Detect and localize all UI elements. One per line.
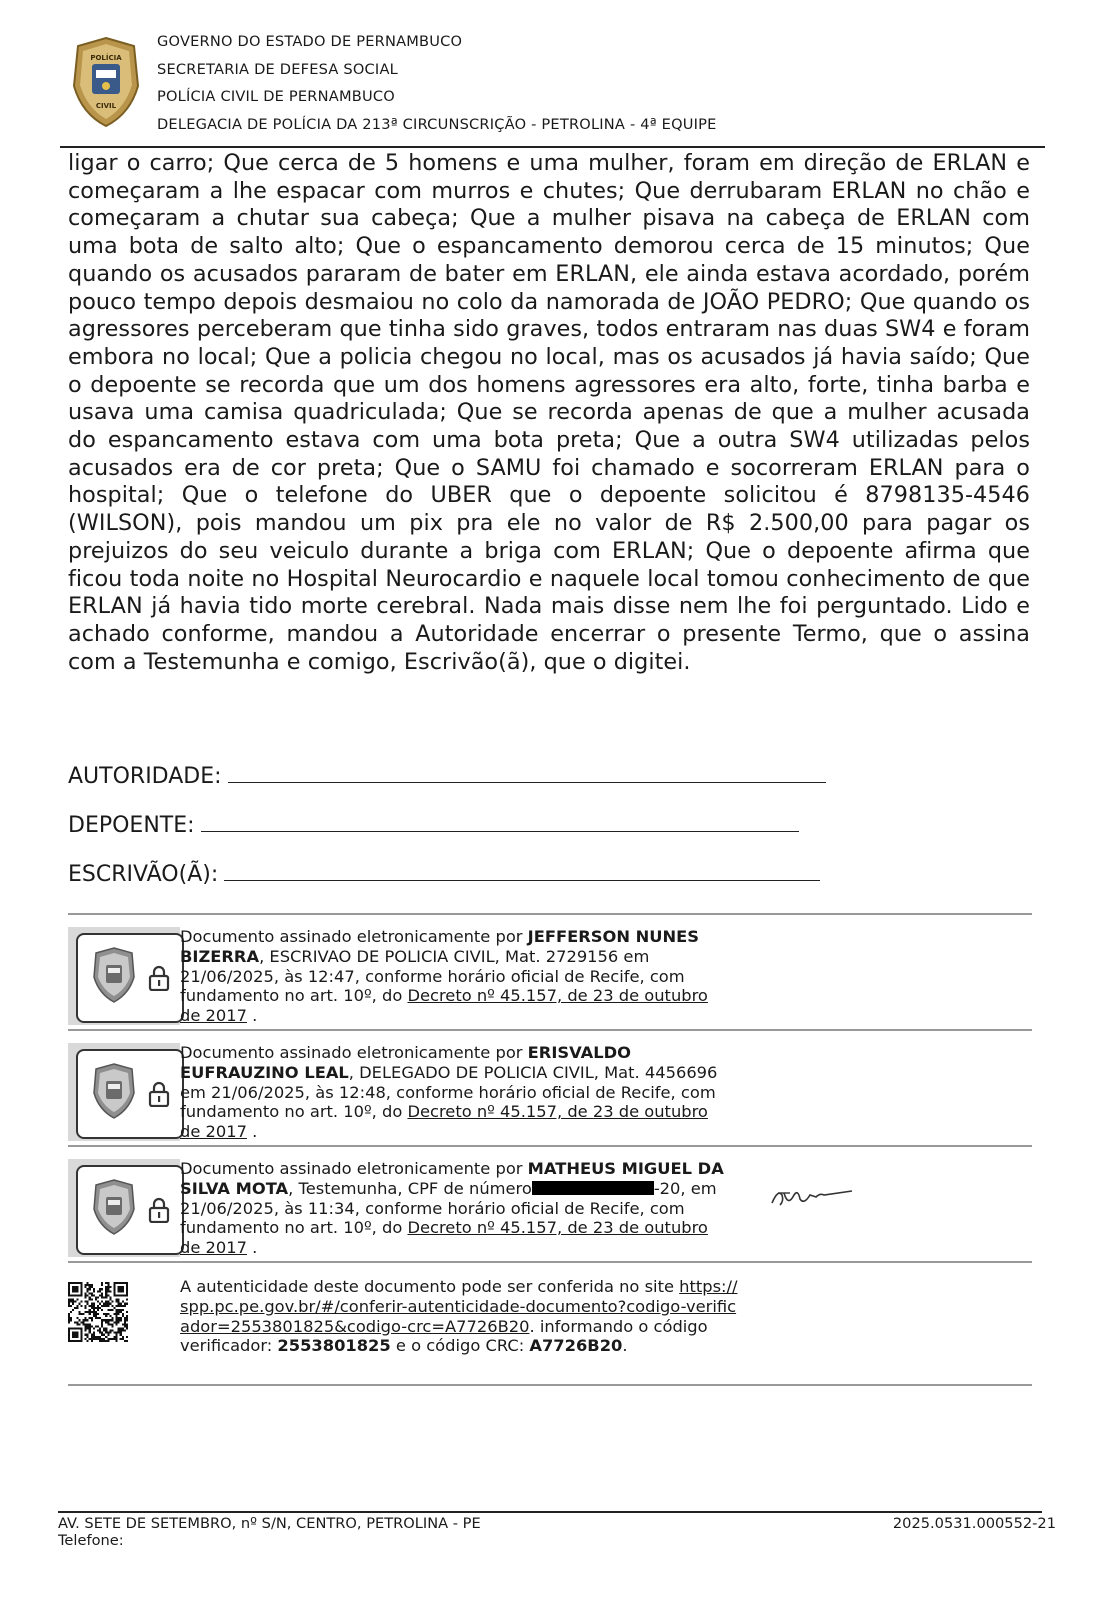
electronic-signature-stamp	[68, 927, 180, 1025]
esignature-text-1: Documento assinado eletronicamente por JEFFERSON NUNES BIZERRA, ESCRIVAO DE POLICIA CIVIL, Mat. 2729156 em 21/06/2025, às 12:47, conforme horário oficial de Recife, com fundamento no art. 10º, do Decreto nº 45.157, de 23 de outubro de 2017 .	[180, 927, 708, 1026]
decree-link[interactable]: Decreto nº 45.157, de 23 de outubro de 2017	[180, 986, 708, 1026]
divider-line	[68, 913, 1032, 915]
lock-icon	[148, 1197, 170, 1223]
authenticity-text: A autenticidade deste documento pode ser conferida no site https://spp.pc.pe.gov.br/#/conferir-autenticidade-documento?codigo-verificador=2553801825&codigo-crc=A7726B20. informando o código verificador: 2553801825 e o código CRC: A7726B20.	[180, 1277, 738, 1356]
header-institution-lines	[157, 28, 717, 138]
header-line-government: GOVERNO DO ESTADO DE PERNAMBUCO	[157, 33, 463, 50]
footer-address-block	[58, 1515, 481, 1549]
divider-line	[68, 1145, 1032, 1147]
divider-line	[68, 1029, 1032, 1031]
testimony-body-text: ligar o carro; Que cerca de 5 homens e uma mulher, foram em direção de ERLAN e começaram a lhe espacar com murros e chutes; Que derrubaram ERLAN no chão e começaram a chutar sua cabeça; Que a mulher pisava na cabeça de ERLAN com uma bota de salto alto; Que o espancamento demorou cerca de 15 minutos; Que quando os acusados pararam de bater em ERLAN, ele ainda estava acordado, porém pouco tempo depois desmaiou no colo da namorada de JOÃO PEDRO; Que quando os agressores perceberam que tinha sido graves, todos entraram nas duas SW4 e foram embora no local; Que a policia chegou no local, mas os acusados já havia saído; Que o depoente se recorda que um dos homens agressores era alto, forte, tinha barba e usava uma camisa quadriculada; Que se recorda apenas de que a mulher acusada do espancamento estava com uma bota preta; Que a outra SW4 utilizadas pelos acusados era de cor preta; Que o SAMU foi chamado e socorreram ERLAN para o hospital; Que o telefone do UBER que o depoente solicitou é 8798135-4546 (WILSON), pois mandou um pix pra ele no valor de R$ 2.500,00 para pagar os prejuizos do seu veiculo durante a briga com ERLAN; Que o depoente afirma que ficou toda noite no Hospital Neurocardio e naquele local tomou conhecimento de que ERLAN já havia tido morte cerebral. Nada mais disse nem lhe foi perguntado. Lido e achado conforme, mandou a Autoridade encerrar o presente Termo, que o assina com a Testemunha e comigo, Escrivão(ã), que o digitei.	[68, 150, 1030, 675]
lock-icon	[148, 1081, 170, 1107]
decree-link[interactable]: Decreto nº 45.157, de 23 de outubro de 2017	[180, 1102, 708, 1142]
electronic-signature-stamp	[68, 1159, 180, 1257]
decree-link[interactable]: Decreto nº 45.157, de 23 de outubro de 2017	[180, 1218, 708, 1258]
divider-line	[68, 1261, 1032, 1263]
police-badge-icon	[92, 1179, 136, 1235]
esignature-block-3	[68, 1159, 1032, 1259]
signature-row-escrivao	[68, 860, 820, 887]
header-line-precinct: DELEGACIA DE POLÍCIA DA 213ª CIRCUNSCRIÇÃO - PETROLINA - 4ª EQUIPE	[157, 115, 717, 133]
header-divider	[60, 146, 1045, 148]
document-header	[60, 22, 1040, 148]
signature-row-depoente	[68, 811, 799, 838]
signer-name: ERISVALDO EUFRAUZINO LEAL	[180, 1043, 631, 1082]
escrivao-label: ESCRIVÃO(Ã):	[68, 862, 219, 887]
autoridade-label: AUTORIDADE:	[68, 764, 222, 789]
esignature-text-2: Documento assinado eletronicamente por ERISVALDO EUFRAUZINO LEAL, DELEGADO DE POLICIA CIVIL, Mat. 4456696 em 21/06/2025, às 12:48, conforme horário oficial de Recife, com fundamento no art. 10º, do Decreto nº 45.157, de 23 de outubro de 2017 .	[180, 1043, 718, 1142]
esignature-block-1	[68, 927, 1032, 1027]
handwritten-signature	[768, 1183, 854, 1213]
svg-text:POLÍCIA: POLÍCIA	[90, 54, 122, 62]
footer-divider	[58, 1511, 1042, 1513]
redacted-cpf	[532, 1181, 654, 1195]
svg-text:CIVIL: CIVIL	[95, 102, 117, 110]
footer-phone: Telefone:	[58, 1532, 124, 1549]
police-badge-logo	[70, 36, 142, 128]
footer-document-number: 2025.0531.000552-21	[892, 1515, 1056, 1532]
signer-name: JEFFERSON NUNES BIZERRA	[180, 927, 699, 966]
header-line-police: POLÍCIA CIVIL DE PERNAMBUCO	[157, 88, 395, 106]
electronic-signature-stamp	[68, 1043, 180, 1141]
police-badge-icon	[92, 947, 136, 1003]
divider-line	[68, 1384, 1032, 1386]
header-line-secretariat: SECRETARIA DE DEFESA SOCIAL	[157, 60, 398, 78]
signer-name: MATHEUS MIGUEL DA SILVA MOTA	[180, 1159, 724, 1198]
depoente-label: DEPOENTE:	[68, 813, 195, 838]
police-badge-icon	[92, 1063, 136, 1119]
crc-code: A7726B20	[529, 1336, 623, 1356]
authenticity-url-link[interactable]: https://spp.pc.pe.gov.br/#/conferir-autenticidade-documento?codigo-verificador=2553801825&codigo-crc=A7726B20	[180, 1277, 738, 1336]
esignature-block-2	[68, 1043, 1032, 1143]
qr-code[interactable]	[68, 1282, 128, 1342]
verification-code: 2553801825	[277, 1336, 391, 1356]
autoridade-signature-line	[228, 762, 826, 783]
depoente-signature-line	[201, 811, 799, 832]
esignature-text-3: Documento assinado eletronicamente por MATHEUS MIGUEL DA SILVA MOTA, Testemunha, CPF de número -20, em 21/06/2025, às 11:34, conforme horário oficial de Recife, com fundamento no art. 10º, do Decreto nº 45.157, de 23 de outubro de 2017 .	[180, 1159, 724, 1258]
footer-address: AV. SETE DE SETEMBRO, nº S/N, CENTRO, PETROLINA - PE	[58, 1515, 481, 1532]
lock-icon	[148, 965, 170, 991]
escrivao-signature-line	[224, 860, 820, 881]
signature-row-autoridade	[68, 762, 826, 789]
